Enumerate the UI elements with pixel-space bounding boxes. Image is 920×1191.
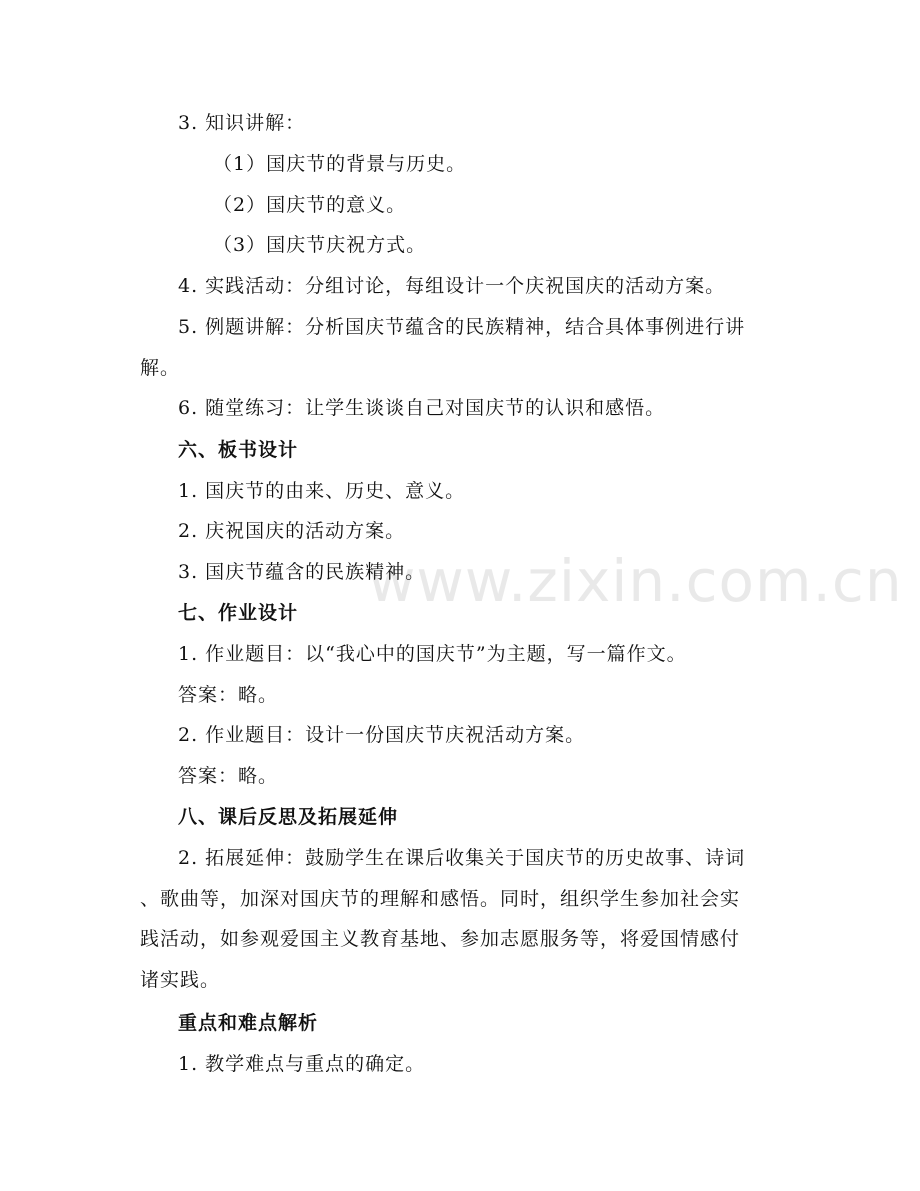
text-line: 1. 教学难点与重点的确定。 [178,1053,426,1075]
text-line: 2. 拓展延伸：鼓励学生在课后收集关于国庆节的历史故事、诗词 [178,847,746,869]
text-line: 3. 知识讲解： [178,112,306,134]
section-heading: 八、课后反思及拓展延伸 [178,806,399,828]
watermark-text: www.zixin.com.cn [368,547,903,615]
text-line: 4. 实践活动：分组讨论，每组设计一个庆祝国庆的活动方案。 [178,275,726,297]
text-line: （2）国庆节的意义。 [213,194,407,216]
text-line: 解。 [140,357,181,379]
text-line: 5. 例题讲解：分析国庆节蕴含的民族精神，结合具体事例进行讲 [178,316,746,338]
text-line: 2. 作业题目：设计一份国庆节庆祝活动方案。 [178,724,586,746]
text-line: 6. 随堂练习：让学生谈谈自己对国庆节的认识和感悟。 [178,397,666,419]
text-line: 1. 国庆节的由来、历史、意义。 [178,480,466,502]
text-line: 2. 庆祝国庆的活动方案。 [178,520,406,542]
section-heading: 七、作业设计 [178,602,299,624]
text-line: 诸实践。 [140,969,221,991]
text-line: 答案：略。 [178,765,279,787]
text-line: 3. 国庆节蕴含的民族精神。 [178,561,426,583]
section-heading: 重点和难点解析 [178,1012,319,1034]
section-heading: 六、板书设计 [178,439,299,461]
text-line: 、歌曲等，加深对国庆节的理解和感悟。同时，组织学生参加社会实 [140,888,741,910]
text-line: （1）国庆节的背景与历史。 [213,153,467,175]
text-line: 1. 作业题目：以“我心中的国庆节”为主题，写一篇作文。 [178,643,687,665]
text-line: 践活动，如参观爱国主义教育基地、参加志愿服务等，将爱国情感付 [140,928,741,950]
text-line: （3）国庆节庆祝方式。 [213,234,427,256]
text-line: 答案：略。 [178,684,279,706]
